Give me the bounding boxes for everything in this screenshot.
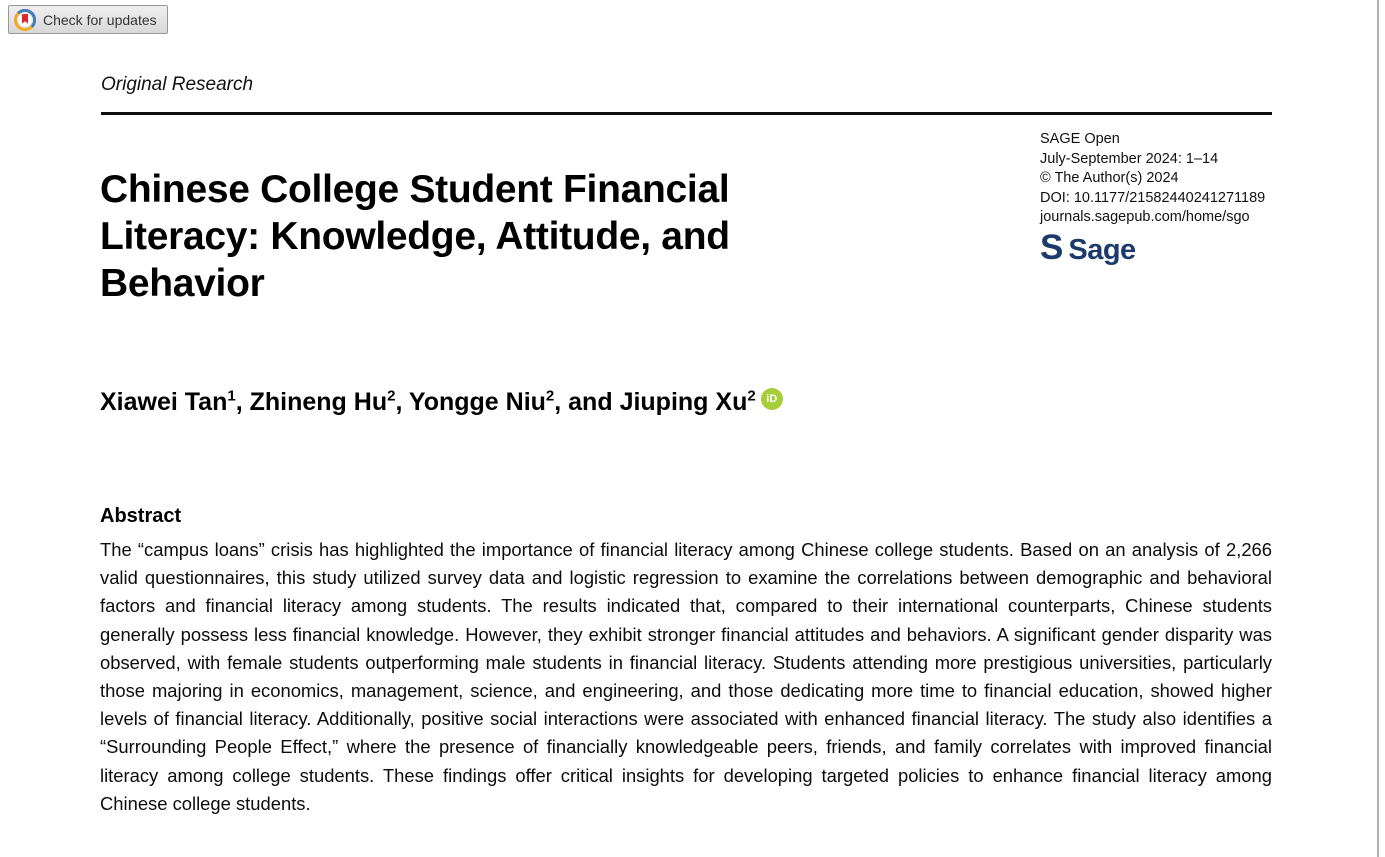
page-right-edge bbox=[1377, 0, 1379, 857]
sage-logo bbox=[1040, 227, 1290, 267]
journal-homepage-link[interactable]: journals.sagepub.com/home/sgo bbox=[1040, 209, 1250, 225]
author-affiliation-sup: 1 bbox=[227, 388, 236, 405]
author-affiliation-sup: 2 bbox=[545, 388, 555, 405]
journal-meta bbox=[1040, 130, 1290, 265]
abstract-heading: Abstract bbox=[100, 505, 182, 527]
journal-issue: July-September 2024: 1–14 bbox=[1040, 150, 1219, 167]
author-affiliation-sup: 2 bbox=[747, 388, 756, 405]
author bbox=[100, 388, 236, 416]
title-line: Behavior bbox=[100, 262, 265, 305]
orcid-icon[interactable]: iD bbox=[761, 388, 783, 410]
author-name: Xiawei Tan bbox=[100, 388, 228, 417]
copyright-line: © The Author(s) 2024 bbox=[1040, 170, 1179, 186]
journal-name: SAGE Open bbox=[1040, 131, 1120, 147]
header-rule bbox=[101, 112, 1272, 115]
article-title bbox=[100, 166, 840, 307]
sage-logo-wordmark: Sage bbox=[1068, 233, 1136, 266]
author bbox=[395, 388, 554, 416]
crossmark-icon bbox=[14, 9, 36, 31]
abstract-section bbox=[100, 505, 1272, 818]
check-for-updates-button[interactable] bbox=[8, 5, 168, 34]
author-separator: , bbox=[235, 388, 250, 417]
author bbox=[554, 388, 755, 416]
author bbox=[236, 388, 396, 416]
author-affiliation-sup: 2 bbox=[387, 388, 396, 405]
author-separator: , and bbox=[554, 388, 620, 417]
abstract-text: The “campus loans” crisis has highlighted the importance of financial literacy among Chinese college students. Based on an analysis of 2,266 valid questionnaires, this study utilized survey data and logistic regression to examine the correlations between demographic and behavioral factors and financial literacy among students. The results indicated that, compared to their international counterparts, Chinese students generally possess less financial knowledge. However, they exhibit stronger financial attitudes and behaviors. A significant gender disparity was observed, with female students outperforming male students in financial literacy. Students attending more prestigious universities, particularly those majoring in economics, management, science, and engineering, and those dedicating more time to financial education, showed higher levels of financial literacy. Additionally, positive social interactions were associated with enhanced financial literacy. The study also identifies a “Surrounding People Effect,” where the presence of financially knowledgeable peers, friends, and family correlates with improved financial literacy among college students. These findings offer critical insights for developing targeted policies to enhance financial literacy among Chinese college students. bbox=[100, 539, 1272, 814]
author-name: Jiuping Xu bbox=[619, 388, 748, 417]
doi-line: DOI: 10.1177/21582440241271189 bbox=[1040, 189, 1266, 206]
article-category: Original Research bbox=[101, 74, 254, 95]
title-line: Chinese College Student Financial bbox=[100, 168, 730, 211]
sage-logo-s-glyph: S bbox=[1040, 227, 1063, 267]
author-name: Yongge Niu bbox=[408, 388, 546, 417]
author-separator: , bbox=[395, 388, 409, 417]
title-line: Literacy: Knowledge, Attitude, and bbox=[100, 215, 730, 258]
author-name: Zhineng Hu bbox=[249, 388, 388, 417]
check-for-updates-label: Check for updates bbox=[43, 11, 157, 28]
author-list bbox=[100, 388, 783, 418]
